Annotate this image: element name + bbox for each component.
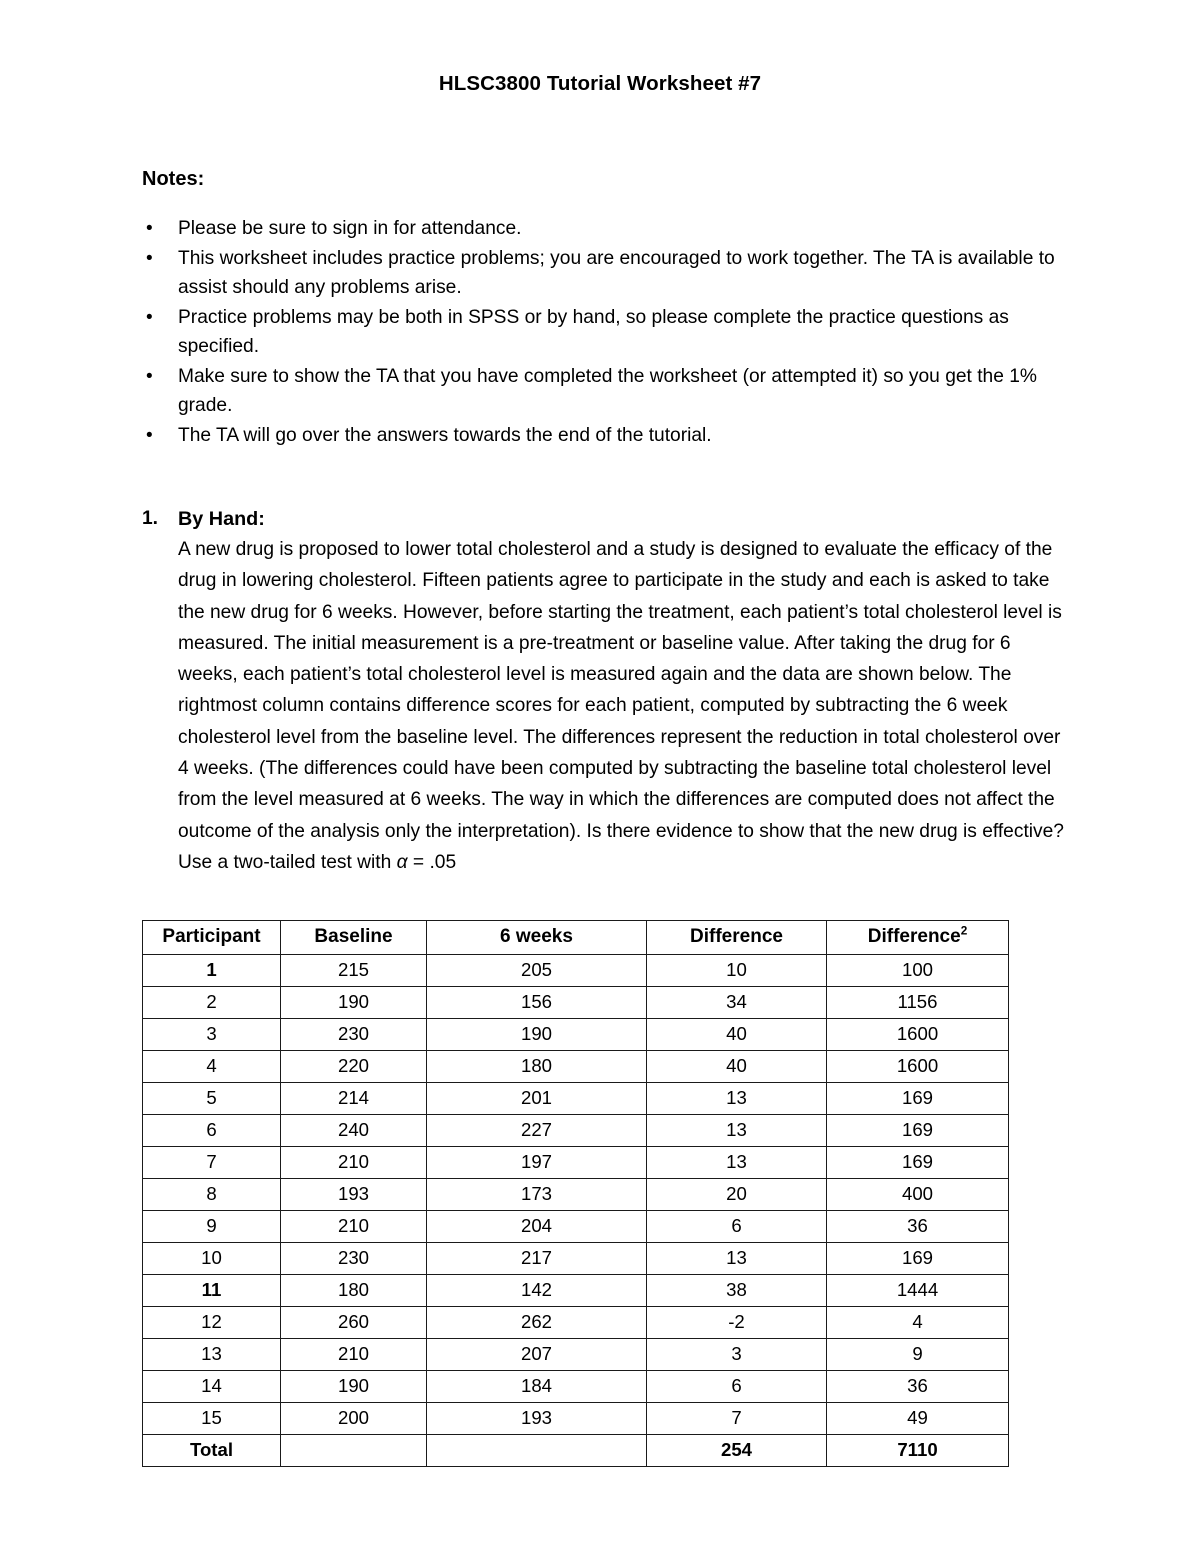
cell-difference-squared: 169 (827, 1243, 1009, 1275)
cell-difference-squared: 1156 (827, 987, 1009, 1019)
cell-difference-squared: 49 (827, 1403, 1009, 1435)
table-row (143, 1371, 1009, 1403)
total-label: Total (143, 1435, 281, 1467)
notes-list-item-text: Practice problems may be both in SPSS or by hand, so please complete the practice questions as specified. (178, 306, 1009, 357)
cell-participant: 15 (143, 1403, 281, 1435)
table-row (143, 987, 1009, 1019)
column-header-participant: Participant (143, 921, 281, 955)
table-row (143, 1307, 1009, 1339)
column-header-six-weeks: 6 weeks (427, 921, 647, 955)
bullet-icon: • (146, 218, 153, 239)
table-row (143, 1051, 1009, 1083)
column-header-difference-squared-label: Difference (867, 926, 961, 947)
page-title: HLSC3800 Tutorial Worksheet #7 (438, 72, 762, 95)
cell-participant: 5 (143, 1083, 281, 1115)
cell-difference: 13 (647, 1243, 827, 1275)
cell-baseline: 200 (281, 1403, 427, 1435)
column-header-difference-squared (827, 921, 1009, 955)
cell-six-weeks: 184 (427, 1371, 647, 1403)
notes-list-item-text: Please be sure to sign in for attendance. (178, 218, 522, 239)
cell-difference-squared: 169 (827, 1115, 1009, 1147)
table-body (143, 955, 1009, 1467)
question-1-heading: By Hand: (178, 508, 265, 530)
table-row (143, 1115, 1009, 1147)
cell-difference-squared: 36 (827, 1211, 1009, 1243)
notes-heading: Notes: (142, 168, 205, 190)
notes-list (142, 214, 1062, 450)
cell-difference-squared: 36 (827, 1371, 1009, 1403)
cell-difference: 40 (647, 1051, 827, 1083)
cell-six-weeks: 217 (427, 1243, 647, 1275)
notes-list-item (142, 214, 1062, 244)
cell-baseline: 210 (281, 1211, 427, 1243)
cell-difference: -2 (647, 1307, 827, 1339)
cell-participant: 4 (143, 1051, 281, 1083)
cell-participant: 12 (143, 1307, 281, 1339)
cell-participant: 11 (143, 1275, 281, 1307)
table-row (143, 1083, 1009, 1115)
cell-participant: 10 (143, 1243, 281, 1275)
cell-difference: 38 (647, 1275, 827, 1307)
cell-six-weeks: 197 (427, 1147, 647, 1179)
cell-participant: 6 (143, 1115, 281, 1147)
table-row (143, 1403, 1009, 1435)
cell-difference-squared: 169 (827, 1147, 1009, 1179)
cell-baseline: 210 (281, 1147, 427, 1179)
cell-difference: 34 (647, 987, 827, 1019)
total-baseline (281, 1435, 427, 1467)
cell-baseline: 260 (281, 1307, 427, 1339)
bullet-icon: • (146, 247, 153, 269)
table-total-row (143, 1435, 1009, 1467)
cell-six-weeks: 180 (427, 1051, 647, 1083)
table-row (143, 955, 1009, 987)
notes-list-item-text: Make sure to show the TA that you have completed the worksheet (or attempted it) so you get the 1% grade. (178, 365, 1037, 416)
cell-six-weeks: 207 (427, 1339, 647, 1371)
notes-list-item (142, 303, 1062, 362)
cell-difference: 13 (647, 1147, 827, 1179)
notes-list-item (142, 244, 1062, 303)
bullet-icon: • (146, 424, 153, 446)
notes-list-item-text: The TA will go over the answers towards the end of the tutorial. (178, 424, 712, 446)
cell-difference-squared: 1444 (827, 1275, 1009, 1307)
cell-six-weeks: 205 (427, 955, 647, 987)
cell-baseline: 210 (281, 1339, 427, 1371)
total-difference-squared: 7110 (827, 1435, 1009, 1467)
cell-six-weeks: 262 (427, 1307, 647, 1339)
cell-difference-squared: 169 (827, 1083, 1009, 1115)
cell-baseline: 230 (281, 1243, 427, 1275)
total-difference: 254 (647, 1435, 827, 1467)
cell-six-weeks: 142 (427, 1275, 647, 1307)
cell-six-weeks: 193 (427, 1403, 647, 1435)
cell-difference-squared: 1600 (827, 1051, 1009, 1083)
notes-list-item (142, 362, 1062, 421)
cell-difference: 20 (647, 1179, 827, 1211)
table-row (143, 1243, 1009, 1275)
cell-participant: 1 (143, 955, 281, 987)
cell-difference: 6 (647, 1371, 827, 1403)
cell-difference: 7 (647, 1403, 827, 1435)
notes-list-item-text: This worksheet includes practice problems; you are encouraged to work together. The TA is available to assist should any problems arise. (178, 247, 1055, 298)
cell-difference: 40 (647, 1019, 827, 1051)
cell-difference: 13 (647, 1083, 827, 1115)
table-row (143, 1147, 1009, 1179)
question-1-section (142, 504, 1067, 878)
cell-participant: 7 (143, 1147, 281, 1179)
cell-six-weeks: 201 (427, 1083, 647, 1115)
cell-baseline: 190 (281, 1371, 427, 1403)
question-1-paragraph-text-2: = .05 (407, 851, 457, 873)
column-header-baseline: Baseline (281, 921, 427, 955)
cell-six-weeks: 156 (427, 987, 647, 1019)
question-number: 1. (142, 508, 159, 529)
cell-participant: 14 (143, 1371, 281, 1403)
cell-difference-squared: 9 (827, 1339, 1009, 1371)
cell-difference: 6 (647, 1211, 827, 1243)
table-row (143, 1211, 1009, 1243)
cell-baseline: 180 (281, 1275, 427, 1307)
cell-difference: 10 (647, 955, 827, 987)
cell-participant: 13 (143, 1339, 281, 1371)
cell-participant: 8 (143, 1179, 281, 1211)
question-1-paragraph (178, 534, 1067, 878)
cell-baseline: 230 (281, 1019, 427, 1051)
table-row (143, 1179, 1009, 1211)
cell-baseline: 190 (281, 987, 427, 1019)
table-header-row (143, 921, 1009, 955)
cell-difference-squared: 1600 (827, 1019, 1009, 1051)
table-row (143, 1019, 1009, 1051)
cell-difference-squared: 100 (827, 955, 1009, 987)
question-1-paragraph-text-1: A new drug is proposed to lower total cholesterol and a study is designed to evaluate the efficacy of the drug in lowering cholesterol. Fifteen patients agree to participate in the study and each is asked to take the new drug for 6 weeks. However, before starting the treatment, each patient’s total cholesterol level is measured. The initial measurement is a pre-treatment or baseline value. After taking the drug for 6 weeks, each patient’s total cholesterol level is measured again and the data are shown below. The rightmost column contains difference scores for each patient, computed by subtracting the 6 week cholesterol level from the baseline level. The differences represent the reduction in total cholesterol over 4 weeks. (The differences could have been computed by subtracting the baseline total cholesterol level from the level measured at 6 weeks. The way in which the differences are computed does not affect the outcome of the analysis only the interpretation). Is there evidence to show that the new drug is effective? Use a two-tailed test with (178, 539, 1064, 873)
cell-baseline: 240 (281, 1115, 427, 1147)
cholesterol-data-table (142, 920, 1009, 1467)
alpha-symbol: α (396, 851, 408, 873)
cell-six-weeks: 190 (427, 1019, 647, 1051)
cell-difference-squared: 400 (827, 1179, 1009, 1211)
cell-baseline: 214 (281, 1083, 427, 1115)
cell-six-weeks: 173 (427, 1179, 647, 1211)
cell-six-weeks: 227 (427, 1115, 647, 1147)
column-header-difference: Difference (647, 921, 827, 955)
cell-difference: 13 (647, 1115, 827, 1147)
cell-participant: 9 (143, 1211, 281, 1243)
cell-participant: 2 (143, 987, 281, 1019)
cell-difference-squared: 4 (827, 1307, 1009, 1339)
notes-list-item (142, 421, 1062, 451)
superscript-two: 2 (960, 924, 968, 938)
cell-baseline: 215 (281, 955, 427, 987)
table-row (143, 1339, 1009, 1371)
cell-difference: 3 (647, 1339, 827, 1371)
cell-baseline: 193 (281, 1179, 427, 1211)
bullet-icon: • (146, 306, 153, 328)
cell-six-weeks: 204 (427, 1211, 647, 1243)
bullet-icon: • (146, 365, 153, 387)
table-row (143, 1275, 1009, 1307)
total-six-weeks (427, 1435, 647, 1467)
cell-baseline: 220 (281, 1051, 427, 1083)
cell-participant: 3 (143, 1019, 281, 1051)
